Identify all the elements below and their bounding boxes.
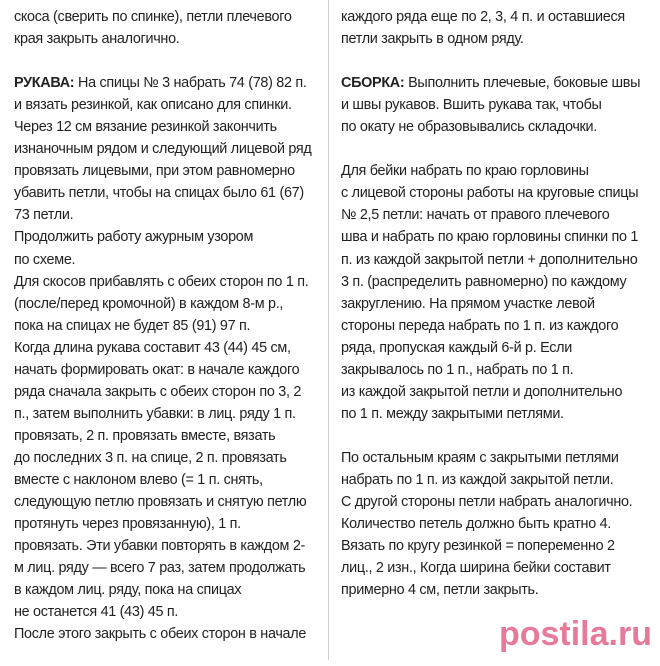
text-line: стороны переда набрать по 1 п. из каждого: [341, 317, 619, 334]
text-line: 3 п. (распределить равномерно) по каждому: [341, 273, 627, 290]
text-line: м лиц. ряду — всего 7 раз, затем продолжать: [14, 560, 306, 577]
paragraph-gap: [341, 138, 653, 160]
text-line: Когда длина рукава составит 43 (44) 45 см,: [14, 339, 291, 356]
text-line: Продолжить работу ажурным узором: [14, 229, 254, 246]
text-line: убавить петли, чтобы на спицах было 61 (67): [14, 185, 304, 202]
left-column: [14, 0, 326, 666]
text-line: провязать, 2 п. провязать вместе, вязать: [14, 427, 276, 444]
text-line: провязать. Эти убавки повторять в каждом 2-: [14, 538, 306, 555]
text-line: скоса (сверить по спинке), петли плечевого: [14, 9, 292, 25]
text-line: Через 12 см вязание резинкой закончить: [14, 119, 277, 136]
text-line: набрать по 1 п. из каждой закрытой петли.: [341, 471, 614, 488]
text-line: ряда сначала закрыть с обеих сторон по 3, 2: [14, 383, 302, 400]
text-line: начать формировать окат: в начале каждого: [14, 361, 300, 378]
text-fragment: Выполнить плечевые, боковые швы: [404, 75, 641, 92]
text-line: закрывалось по 1 п., набрать по 1 п.: [341, 361, 574, 378]
text-line: петли закрыть в одном ряду.: [341, 31, 524, 48]
text-line: пока на спицах не будет 85 (91) 97 п.: [14, 317, 251, 334]
text-line: не останется 41 (43) 45 п.: [14, 604, 179, 621]
text-line: (после/перед кромочной) в каждом 8-м р.,: [14, 295, 284, 312]
assembly-heading: СБОРКА:: [341, 75, 405, 92]
text-line: По остальным краям с закрытыми петлями: [341, 449, 619, 466]
paragraph-gap: [341, 425, 653, 447]
text-line: п., затем выполнить убавки: в лиц. ряду 1 п.: [14, 405, 296, 422]
paragraph-gap: [341, 50, 653, 72]
text-line: края закрыть аналогично.: [14, 31, 180, 48]
sleeves-first-line: [14, 72, 326, 94]
column-divider: [328, 0, 329, 660]
text-line: и швы рукавов. Вшить рукава так, чтобы: [341, 97, 602, 114]
text-line: Для бейки набрать по краю горловины: [341, 163, 589, 180]
text-line: примерно 4 см, петли закрыть.: [341, 582, 539, 599]
text-line: каждого ряда еще по 2, 3, 4 п. и оставшиеся: [341, 9, 625, 25]
text-line: 73 петли.: [14, 207, 74, 224]
text-line: шва и набрать по краю горловины спинки по 1: [341, 229, 639, 246]
text-line: по 1 п. между закрытыми петлями.: [341, 405, 564, 422]
text-line: С другой стороны петли набрать аналогично.: [341, 494, 633, 511]
right-column: [341, 0, 653, 666]
text-line: из каждой закрытой петли и дополнительно: [341, 383, 623, 400]
text-line: п. из каждой закрытой петли + дополнительно: [341, 251, 638, 268]
paragraph-gap: [14, 50, 326, 72]
watermark-logo: postila.ru: [498, 615, 652, 653]
text-line: провязать лицевыми, при этом равномерно: [14, 163, 295, 180]
text-line: до последних 3 п. на спице, 2 п. провязать: [14, 449, 287, 466]
text-line: После этого закрыть с обеих сторон в начале: [14, 626, 307, 643]
sleeves-heading: РУКАВА:: [14, 75, 75, 92]
assembly-first-line: [341, 72, 653, 94]
text-line: Для скосов прибавлять с обеих сторон по 1 п.: [14, 273, 309, 290]
text-line: протянуть через провязанную), 1 п.: [14, 516, 241, 533]
text-line: и вязать резинкой, как описано для спинки.: [14, 97, 292, 114]
text-line: Количество петель должно быть кратно 4.: [341, 516, 611, 533]
text-line: Вязать по кругу резинкой = попеременно 2: [341, 538, 615, 555]
text-line: закруглению. На прямом участке левой: [341, 295, 595, 312]
text-line: по окату не образовывались складочки.: [341, 119, 597, 136]
text-line: изнаночным рядом и следующий лицевой ряд: [14, 141, 312, 158]
text-line: в каждом лиц. ряду, пока на спицах: [14, 582, 242, 599]
text-line: с лицевой стороны работы на круговые спицы: [341, 185, 639, 202]
text-line: лиц., 2 изн., Когда ширина бейки составит: [341, 560, 611, 577]
text-line: по схеме.: [14, 251, 76, 268]
text-line: вместе с наклоном влево (= 1 п. снять,: [14, 471, 263, 488]
text-fragment: На спицы № 3 набрать 74 (78) 82 п.: [74, 75, 307, 92]
text-line: № 2,5 петли: начать от правого плечевого: [341, 207, 610, 224]
text-line: ряда, пропуская каждый 6-й р. Если: [341, 339, 572, 356]
text-line: следующую петлю провязать и снятую петлю: [14, 494, 307, 511]
